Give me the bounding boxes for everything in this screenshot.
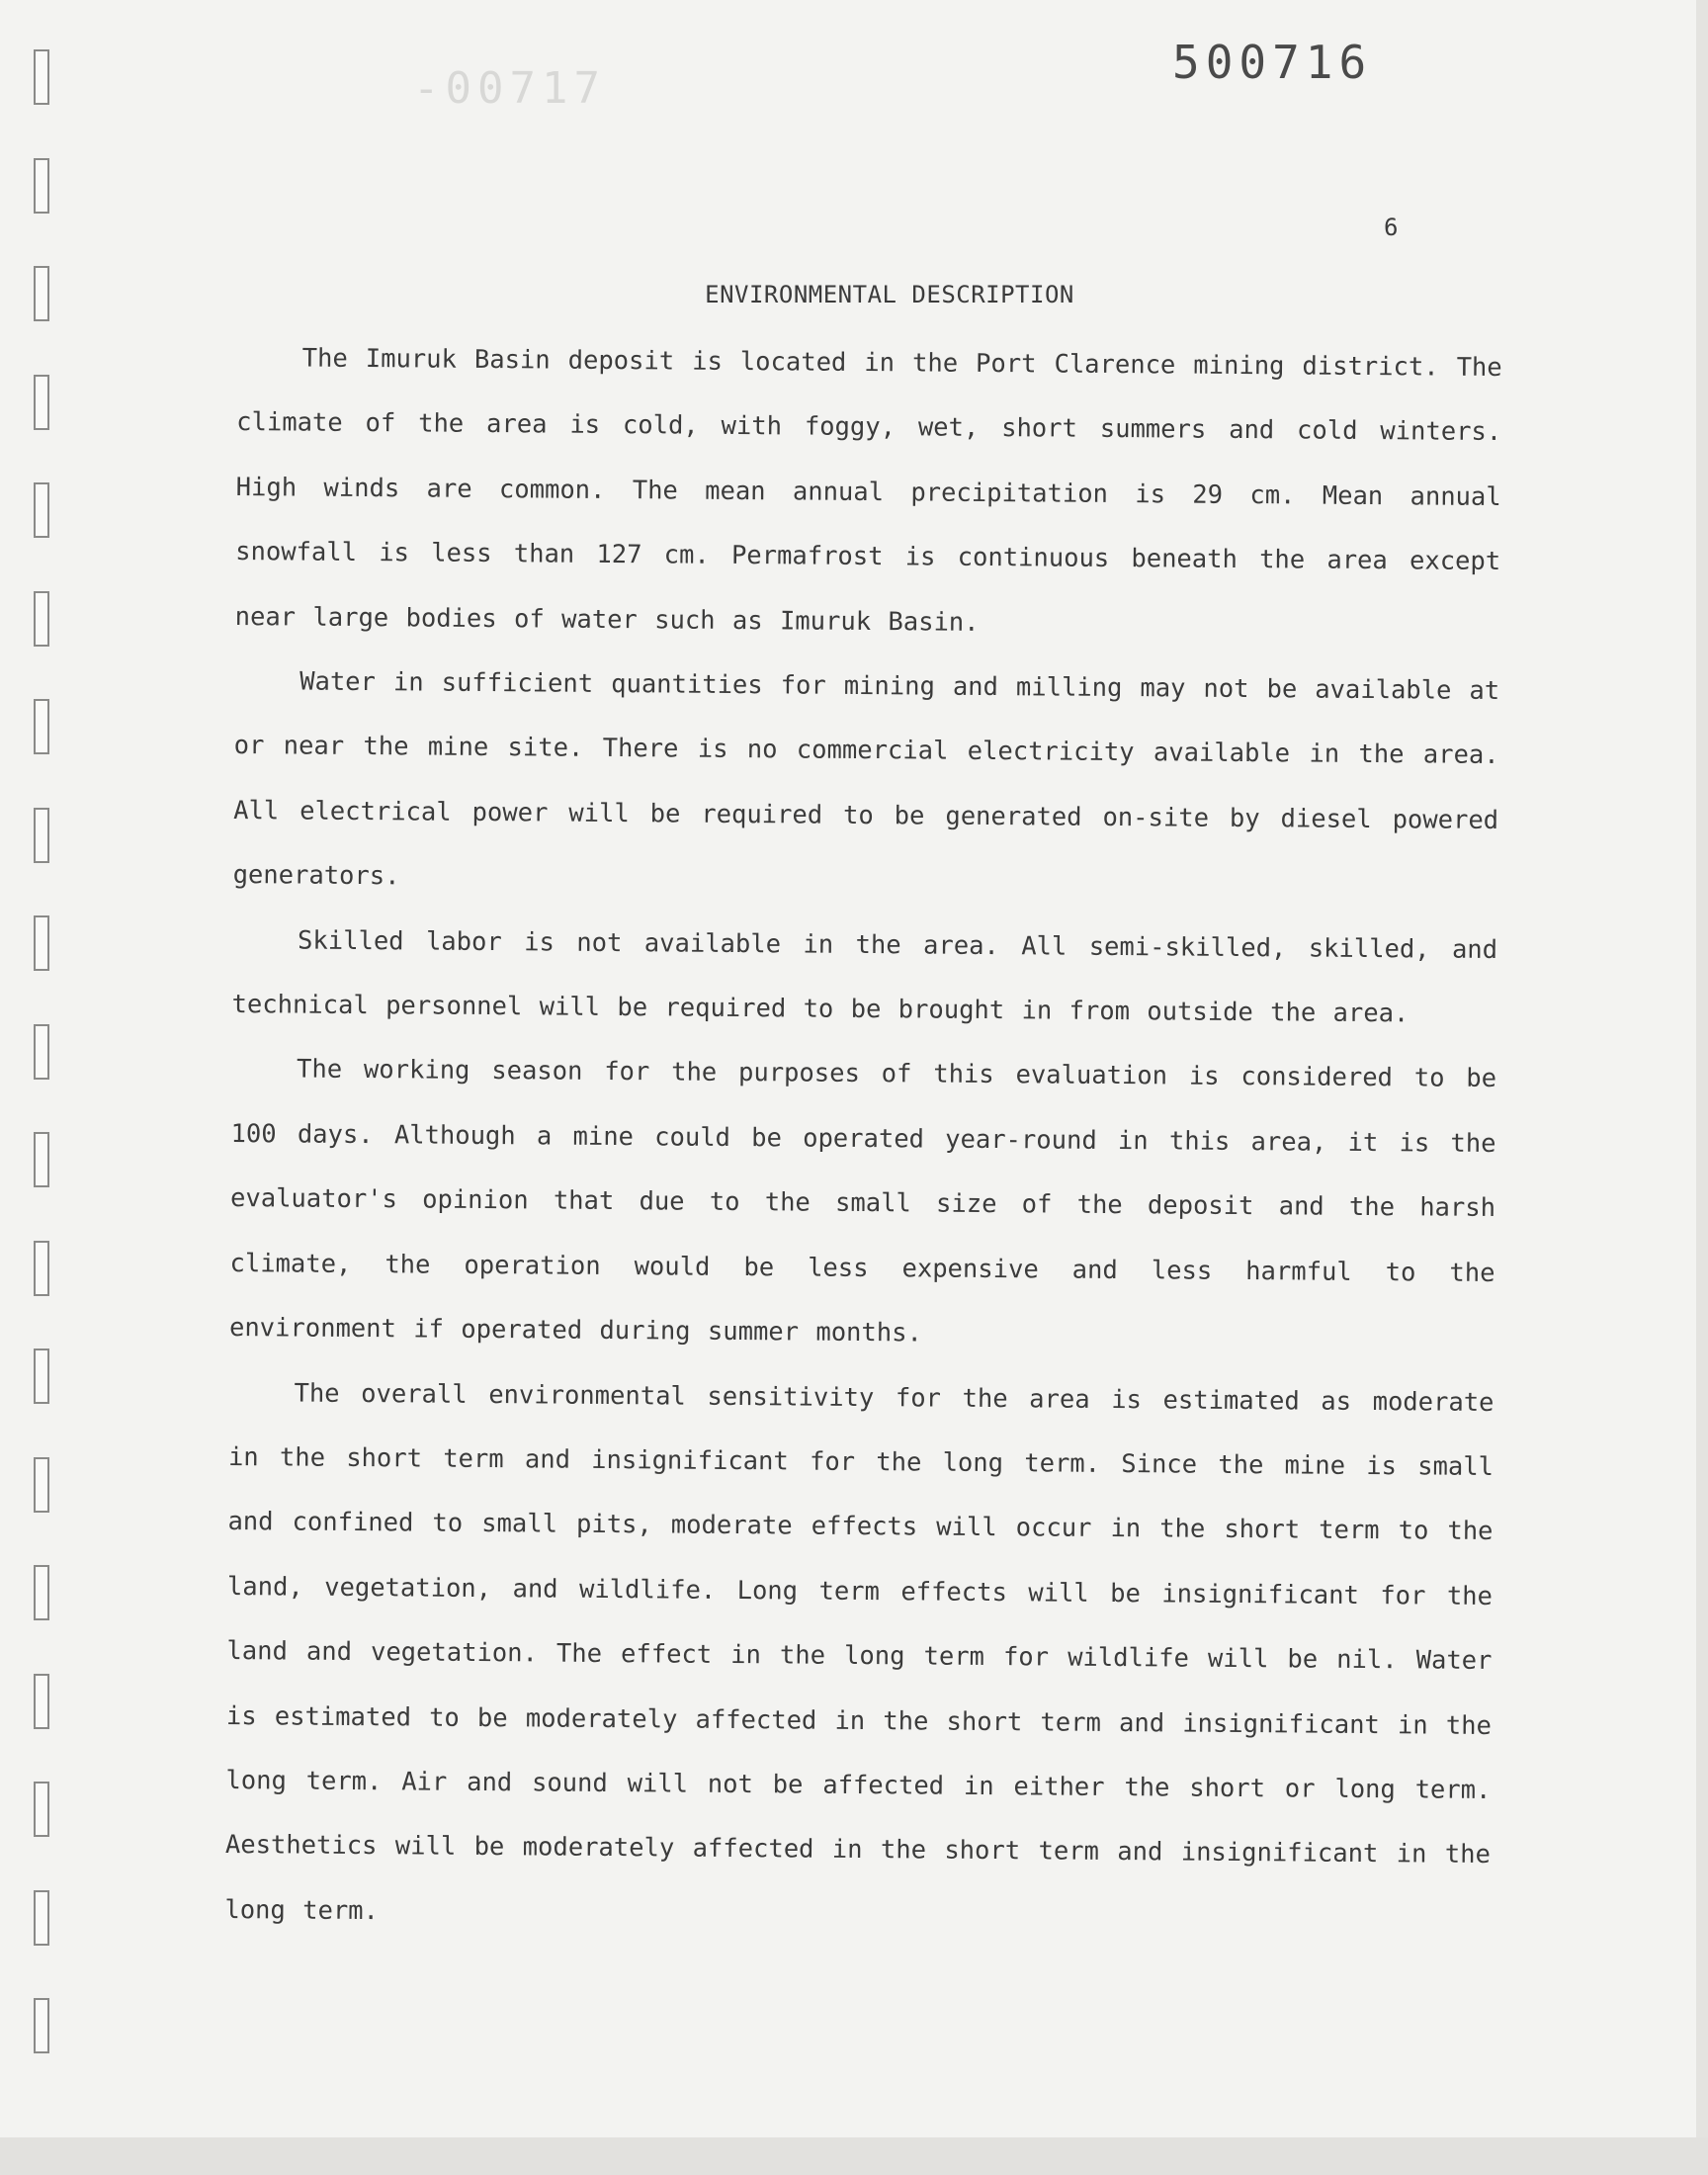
binder-hole xyxy=(34,158,49,214)
section-heading: ENVIRONMENTAL DESCRIPTION xyxy=(705,281,1074,308)
faded-document-number: -00717 xyxy=(413,63,606,114)
binder-hole xyxy=(34,1241,49,1296)
paragraph-climate: The Imuruk Basin deposit is located in the Port Clarence mining district. The climate of the area is cold, with foggy, wet, short summers and cold winters. High winds are common. The mean annual precipitation is 29 cm. Mean annual snowfall is less than 127 cm. Permafrost is continuous beneath the area except near large bodies of water such as Imuruk Basin. xyxy=(234,343,1502,638)
document-number-stamp: 500716 xyxy=(1172,36,1373,89)
binder-hole xyxy=(34,482,49,538)
binder-hole xyxy=(34,1348,49,1404)
paragraph-sensitivity: The overall environmental sensitivity for the area is estimated as moderate in the short term and insignificant for the long term. Since the mine is small and confined to small pits, moderate effects will occur in the short term to the land, vegetation, and wildlife. Long term effects will be insignificant for the land and vegetation. The effect in the long term for wildlife will be nil. Water is estimated to be moderately affected in the short term and insignificant in the long term. Air and sound will not be affected in either the short or long term. Aesthetics will be moderately affected in the short term and insignificant in the long term. xyxy=(224,1377,1494,1926)
binder-hole xyxy=(34,1890,49,1946)
binder-hole xyxy=(34,915,49,971)
binder-hole xyxy=(34,591,49,647)
scan-bottom-edge xyxy=(0,2137,1708,2175)
binder-holes xyxy=(34,49,53,2107)
binder-hole xyxy=(34,1674,49,1729)
binder-hole xyxy=(34,1998,49,2053)
binder-hole xyxy=(34,699,49,754)
page-edge-shadow xyxy=(1696,0,1708,2175)
binder-hole xyxy=(34,1565,49,1620)
binder-hole xyxy=(34,808,49,863)
binder-hole xyxy=(34,1024,49,1080)
paragraph-labor: Skilled labor is not available in the area. All semi-skilled, skilled, and technical personnel will be required to be brought in from outside the area. xyxy=(231,925,1498,1029)
binder-hole xyxy=(34,375,49,430)
binder-hole xyxy=(34,1132,49,1187)
page-number: 6 xyxy=(1384,214,1399,241)
binder-hole xyxy=(34,1457,49,1513)
binder-hole xyxy=(34,1782,49,1837)
paragraph-working-season: The working season for the purposes of this evaluation is considered to be 100 days. Although a mine could be operated year-round in this area, it is the evaluator's opinion that due to the small size of the deposit and the harsh climate, the operation would be less expensive and less harmful to the environment if operated during summer months. xyxy=(228,1054,1497,1348)
body-text xyxy=(224,326,1502,1953)
binder-hole xyxy=(34,49,49,105)
paragraph-water-power: Water in sufficient quantities for mining and milling may not be available at or near the mine site. There is no commercial electricity available in the area. All electrical power will be required to be generated on-site by diesel powered generators. xyxy=(232,666,1500,892)
